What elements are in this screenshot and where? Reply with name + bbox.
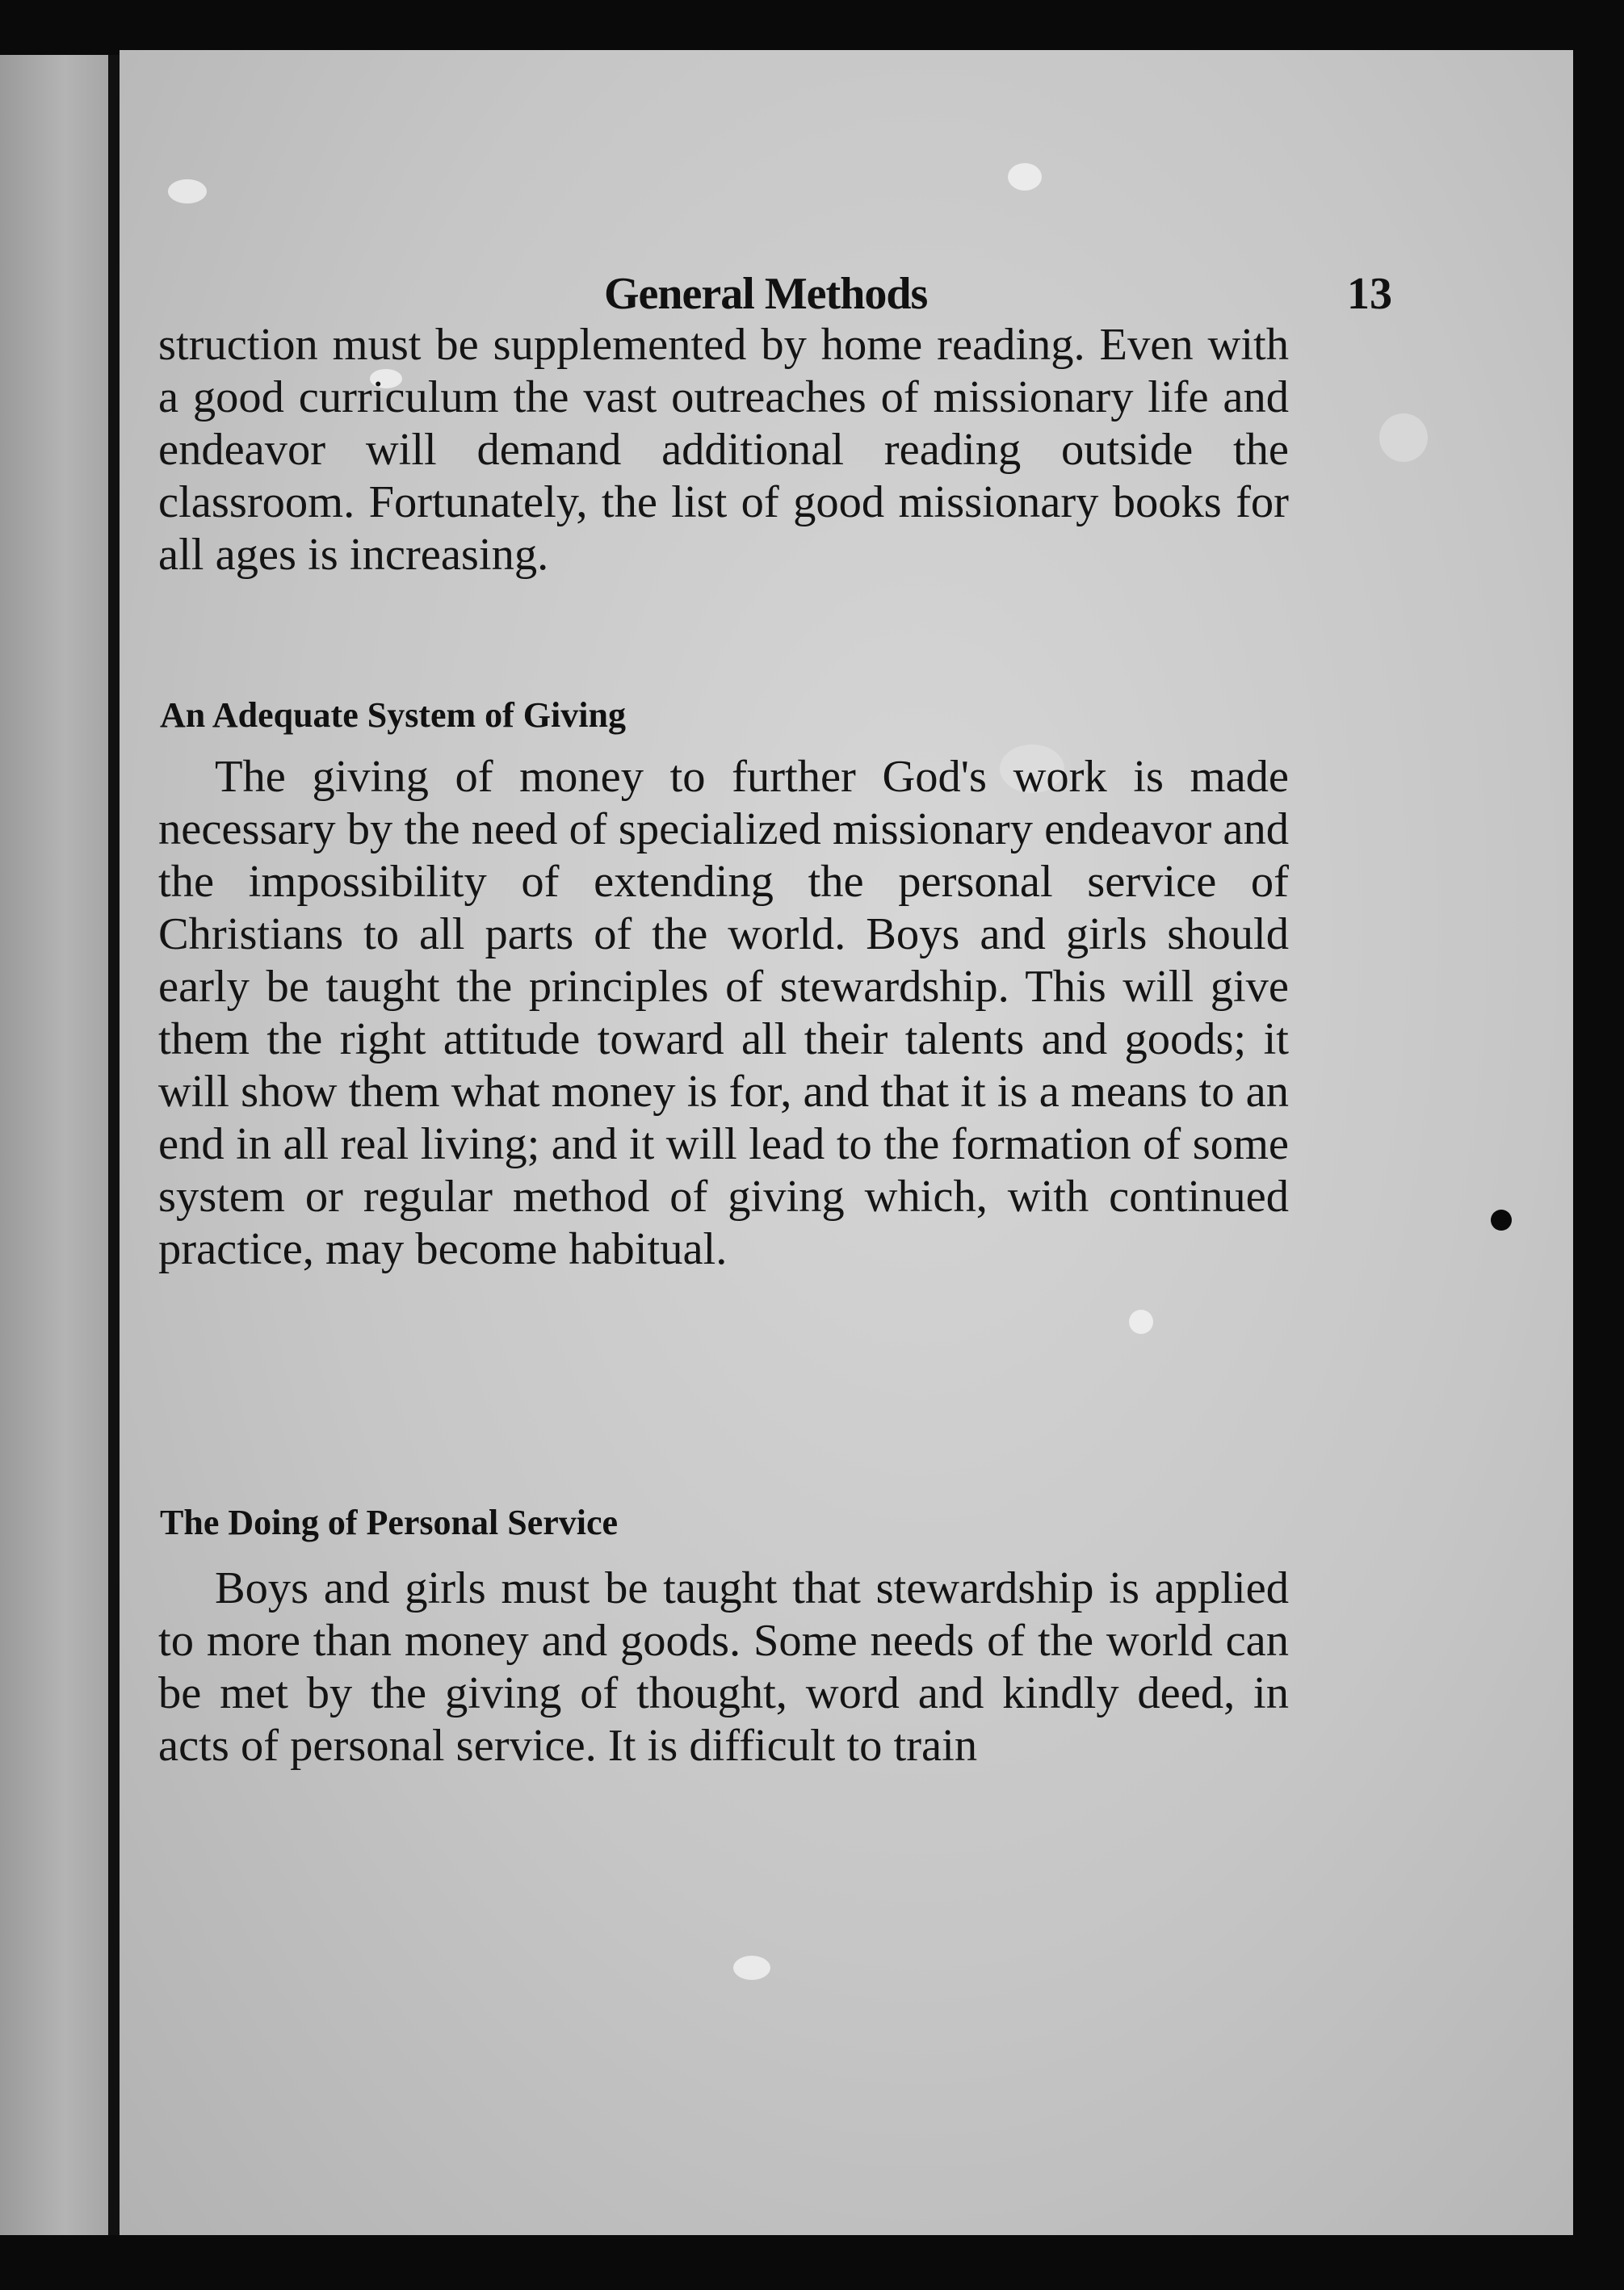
book-spine-gutter [108, 55, 120, 2235]
paper-speck [733, 1956, 770, 1980]
paragraph-personal-service: Boys and girls must be taught that stewardship is applied to more than money and goods. Some needs of the world can be met by the giving of thought, word and kindly deed, in acts of personal service. It is difficult to train [158, 1563, 1289, 1771]
ink-blot [1491, 1210, 1512, 1231]
paper-speck [168, 179, 207, 203]
running-title: General Methods [604, 269, 928, 319]
page-number: 13 [1347, 269, 1392, 319]
continued-paragraph: struction must be supplemented by home reading. Even with a good curriculum the vast outreaches of missionary life and endeavor will demand additional reading outside the classroom. Fortunately, the list of good missionary books for all ages is increasing. [158, 320, 1289, 580]
section-heading-giving: An Adequate System of Giving [160, 695, 626, 735]
paragraph-giving: The giving of money to further God's work is made necessary by the need of specialized missionary endeavor and the impossibility of extending the personal service of Christians to all parts of the world. Boys and girls should early be taught the principles of stewardship. This will give them the right attitude toward all their talents and goods; it will show them what money is for, and that it is a means to an end in all real living; and it will lead to the formation of some system or regular method of giving which, with continued practice, may become habitual. [158, 752, 1289, 1274]
scan-border-right [1573, 50, 1624, 2290]
section-heading-personal-service: The Doing of Personal Service [160, 1503, 619, 1542]
facing-page-edge [0, 55, 108, 2235]
scan-border-bottom [0, 2235, 1624, 2290]
paper-speck [1129, 1310, 1153, 1334]
paper-speck [1008, 163, 1042, 191]
paper-speck [1379, 413, 1428, 462]
